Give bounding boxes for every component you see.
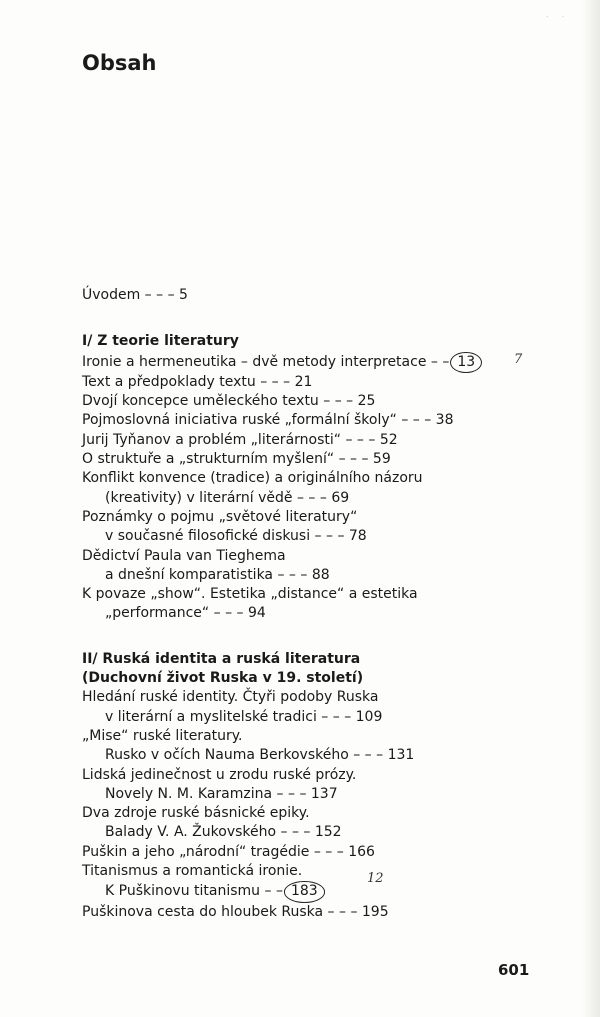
toc-entry: K povaze „show“. Estetika „distance“ a estetika — [82, 586, 418, 603]
toc-entry: Puškinova cesta do hloubek Ruska – – – 195 — [82, 903, 389, 920]
toc-entry-continuation: (kreativity) v literární vědě – – – 69 — [105, 489, 350, 506]
toc-entry-text: Ironie a hermeneutika – dvě metody interpretace – – — [82, 353, 450, 370]
toc-entry: Puškin a jeho „národní“ tragédie – – – 166 — [82, 843, 375, 860]
circled-page-number: 13 — [450, 352, 482, 373]
toc-entry-continuation: v současné filosofické diskusi – – – 78 — [105, 528, 367, 545]
toc-entry: „Mise“ ruské literatury. — [82, 727, 243, 744]
page-edge-shadow — [582, 0, 600, 1017]
toc-entry-continuation: a dnešní komparatistika – – – 88 — [105, 566, 330, 583]
toc-entry: Konflikt konvence (tradice) a originálního názoru — [82, 470, 423, 487]
toc-entry-intro: Úvodem – – – 5 — [82, 287, 188, 303]
handwritten-note: 12 — [367, 871, 384, 887]
toc-entry: Lidská jedinečnost u zrodu ruské prózy. — [82, 766, 357, 783]
table-of-contents — [82, 286, 552, 922]
toc-entry: O struktuře a „strukturním myšlení“ – – – 59 — [82, 451, 391, 468]
toc-entry: Hledání ruské identity. Čtyři podoby Ruska — [82, 689, 379, 706]
page-number: 601 — [498, 961, 530, 979]
toc-entry: Dědictví Paula van Tieghema — [82, 547, 286, 564]
section-heading-1: I/ Z teorie literatury — [82, 333, 239, 350]
toc-entry-continuation: Rusko v očích Nauma Berkovského – – – 131 — [105, 747, 415, 764]
toc-entry-continuation: „performance“ – – – 94 — [105, 605, 266, 622]
toc-entry: Pojmoslovná iniciativa ruské „formální školy“ – – – 38 — [82, 412, 454, 429]
toc-entry-continuation: v literární a myslitelské tradici – – – 109 — [105, 708, 383, 725]
section-subheading-2: (Duchovní život Ruska v 19. století) — [82, 670, 364, 687]
toc-entry-text: K Puškinovu titanismu – – — [105, 883, 283, 900]
toc-entry — [82, 352, 552, 373]
section-heading-2: II/ Ruská identita a ruská literatura — [82, 650, 361, 667]
scan-specks: · · — [546, 14, 570, 21]
toc-entry: Titanismus a romantická ironie. — [82, 863, 303, 880]
toc-entry: Dva zdroje ruské básnické epiky. — [82, 805, 310, 822]
toc-entry: Poznámky o pojmu „světové literatury“ — [82, 508, 358, 525]
toc-entry: Dvojí koncepce uměleckého textu – – – 25 — [82, 393, 376, 410]
handwritten-note: 7 — [514, 351, 523, 367]
toc-entry-continuation: Novely N. M. Karamzina – – – 137 — [105, 785, 338, 802]
toc-entry: Text a předpoklady textu – – – 21 — [82, 373, 313, 390]
page-title: Obsah — [82, 51, 157, 75]
toc-entry: Jurij Tyňanov a problém „literárnosti“ – – – 52 — [82, 431, 398, 448]
circled-page-number: 183 — [284, 881, 325, 902]
toc-entry-continuation: Balady V. A. Žukovského – – – 152 — [105, 824, 342, 841]
